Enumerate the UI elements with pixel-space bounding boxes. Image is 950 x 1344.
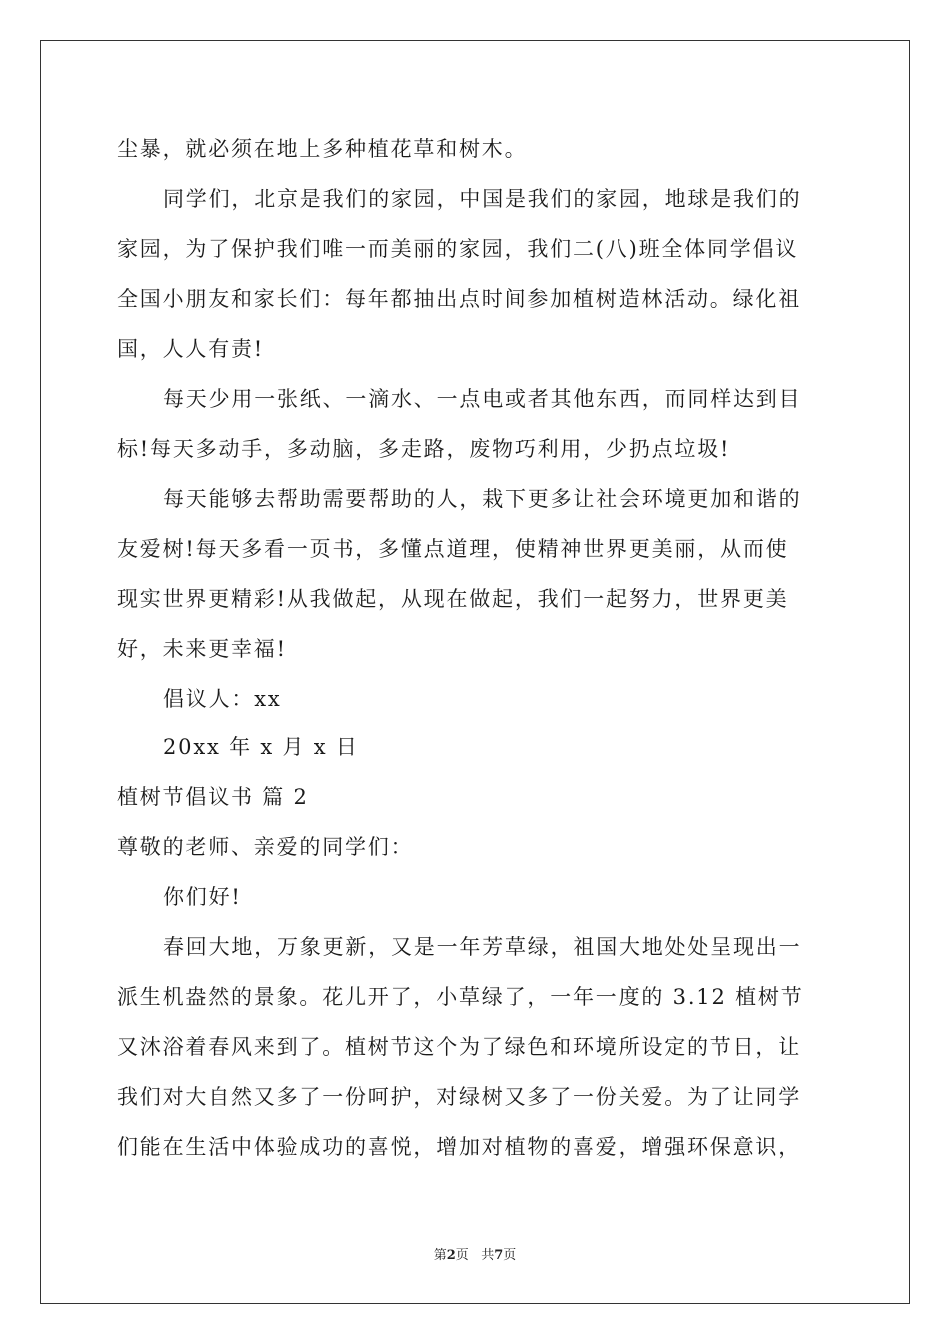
text-line: 每天少用一张纸、一滴水、一点电或者其他东西，而同样达到目	[163, 387, 802, 411]
text-line: 国，人人有责!	[117, 337, 265, 361]
section-title: 植树节倡议书 篇 2	[117, 785, 309, 809]
footer-page-mid: 页 共	[455, 1248, 495, 1263]
footer-page-prefix: 第	[433, 1248, 447, 1263]
text-line: 同学们，北京是我们的家园，中国是我们的家园，地球是我们的	[163, 187, 802, 211]
text-line: 好，未来更幸福!	[117, 637, 287, 661]
text-line: 又沐浴着春风来到了。植树节这个为了绿色和环境所设定的节日，让	[117, 1035, 801, 1059]
page-border	[40, 40, 910, 1304]
text-line: 全国小朋友和家长们：每年都抽出点时间参加植树造林活动。绿化祖	[117, 287, 801, 311]
text-line: 们能在生活中体验成功的喜悦，增加对植物的喜爱，增强环保意识，	[117, 1135, 801, 1159]
text-line: 标!每天多动手，多动脑，多走路，废物巧利用，少扔点垃圾!	[117, 437, 731, 461]
date-line: 20xx 年 x 月 x 日	[163, 735, 359, 759]
text-line: 友爱树!每天多看一页书，多懂点道理，使精神世界更美丽，从而使	[117, 537, 789, 561]
page-footer	[0, 1247, 950, 1265]
text-line: 我们对大自然又多了一份呵护，对绿树又多了一份关爱。为了让同学	[117, 1085, 801, 1109]
text-line: 尘暴，就必须在地上多种植花草和树木。	[117, 137, 528, 161]
footer-page-number: 2	[446, 1248, 456, 1263]
text-line: 派生机盎然的景象。花儿开了，小草绿了，一年一度的 3.12 植树节	[117, 985, 804, 1009]
greeting: 你们好!	[163, 885, 242, 909]
signature-line: 倡议人：xx	[163, 687, 282, 711]
text-line: 每天能够去帮助需要帮助的人，栽下更多让社会环境更加和谐的	[163, 487, 802, 511]
text-line: 现实世界更精彩!从我做起，从现在做起，我们一起努力，世界更美	[117, 587, 789, 611]
text-line: 春回大地，万象更新，又是一年芳草绿，祖国大地处处呈现出一	[163, 935, 802, 959]
footer-page-suffix: 页	[503, 1248, 517, 1263]
text-line: 家园，为了保护我们唯一而美丽的家园，我们二(八)班全体同学倡议	[117, 237, 799, 261]
salutation: 尊敬的老师、亲爱的同学们：	[117, 835, 414, 859]
footer-total-pages: 7	[494, 1248, 504, 1263]
